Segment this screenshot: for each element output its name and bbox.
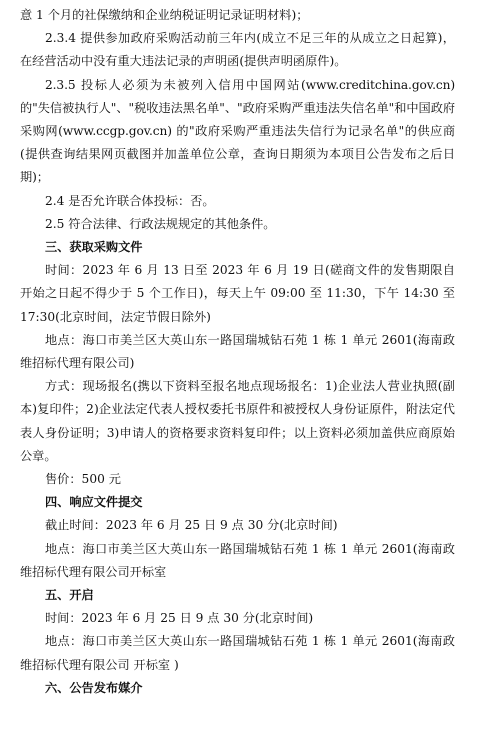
paragraph-opening-time: 时间：2023 年 6 月 25 日 9 点 30 分(北京时间) — [45, 611, 314, 626]
heading-obtain-documents: 三、获取采购文件 — [45, 240, 143, 255]
paragraph-2-5: 2.5 符合法律、行政法规规定的其他条件。 — [45, 216, 276, 231]
heading-opening: 五、开启 — [45, 588, 94, 603]
paragraph-obtain-time: 时间：2023 年 6 月 13 日至 2023 年 6 月 19 日(磋商文件的发售期限自开始之日起不得少于 5 个工作日)，每天上午 09:00 至 11:30，下午 14:30 至 17:30(北京时间，法定节假日除外) — [20, 263, 455, 324]
paragraph-deadline: 截止时间：2023 年 6 月 25 日 9 点 30 分(北京时间) — [45, 518, 338, 533]
paragraph-obtain-method: 方式：现场报名(携以下资料至报名地点现场报名：1)企业法人营业执照(副本)复印件；2)企业法定代表人授权委托书原件和被授权人身份证原件，附法定代表人身份证明；3)申请人的资格要求资料复印件；以上资料必须加盖供应商原始公章。 — [20, 379, 455, 463]
paragraph-2-3-4: 2.3.4 提供参加政府采购活动前三年内(成立不足三年的从成立之日起算)，在经营活动中没有重大违法记录的声明函(提供声明函原件)。 — [20, 31, 455, 69]
paragraph-social-security-proof: 意 1 个月的社保缴纳和企业纳税证明记录证明材料)； — [20, 8, 309, 22]
heading-response-submission: 四、响应文件提交 — [45, 495, 143, 510]
paragraph-2-4: 2.4 是否允许联合体投标：否。 — [45, 193, 215, 208]
paragraph-2-3-5: 2.3.5 投标人必须为未被列入信用中国网站(www.creditchina.gov.cn)的"失信被执行人"、"税收违法黑名单"、"政府采购严重违法失信名单"和中国政府采购网(www.ccgp.gov.cn) 的"政府采购严重违法失信行为记录名单"的供应商(提供查询结果网页截图并加盖单位公章，查询日期须为本项目公告发布之后日期)； — [20, 77, 455, 185]
paragraph-submission-location: 地点：海口市美兰区大英山东一路国瑞城钻石苑 1 栋 1 单元 2601(海南政维招标代理有限公司开标室 — [20, 541, 455, 579]
paragraph-price: 售价：500 元 — [45, 472, 121, 487]
paragraph-obtain-location: 地点：海口市美兰区大英山东一路国瑞城钻石苑 1 栋 1 单元 2601(海南政维招标代理有限公司) — [20, 332, 455, 371]
heading-announcement-media: 六、公告发布媒介 — [45, 680, 143, 695]
paragraph-opening-location: 地点：海口市美兰区大英山东一路国瑞城钻石苑 1 栋 1 单元 2601(海南政维招标代理有限公司 开标室 ) — [20, 634, 455, 672]
